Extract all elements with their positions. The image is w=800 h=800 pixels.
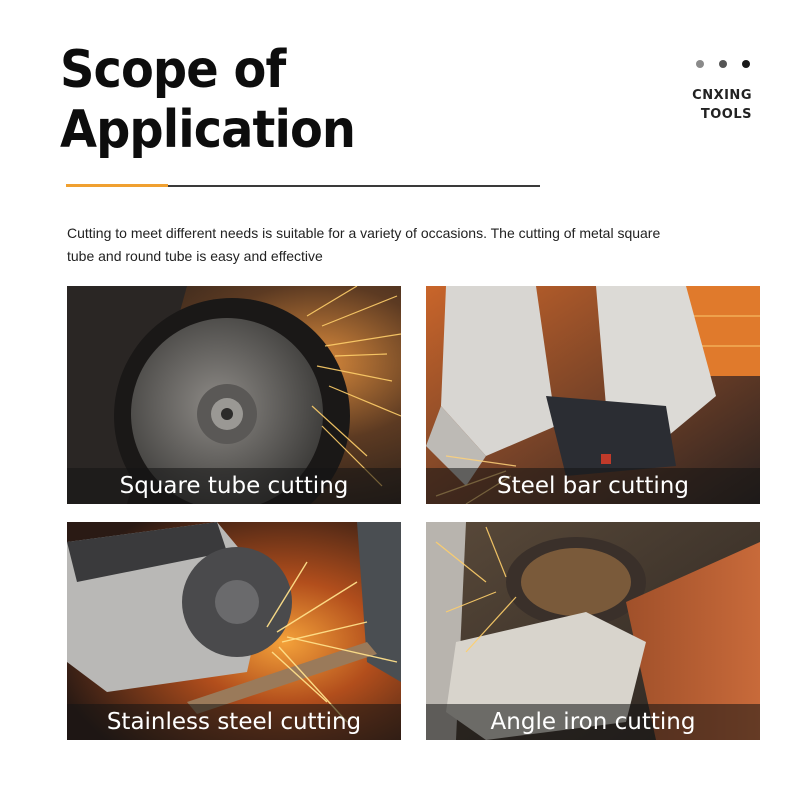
page-title: [60, 40, 355, 160]
card-caption: Stainless steel cutting: [67, 704, 401, 740]
dot-3: [742, 60, 750, 68]
card-caption: Angle iron cutting: [426, 704, 760, 740]
brand-line-2: TOOLS: [700, 107, 752, 122]
dot-2: [719, 60, 727, 68]
decorative-dots: [696, 60, 756, 70]
card-caption: Square tube cutting: [67, 468, 401, 504]
brand-logo: [692, 86, 752, 124]
divider-accent: [66, 184, 168, 187]
title-line-2: Application: [60, 100, 356, 160]
application-card-angle-iron: [426, 522, 760, 740]
application-card-square-tube: [67, 286, 401, 504]
application-card-steel-bar: [426, 286, 760, 504]
description-text: Cutting to meet different needs is suitable for a variety of occasions. The cutting of metal square tube and round tube is easy and effective: [67, 225, 661, 264]
title-line-1: Scope of: [60, 40, 286, 100]
application-card-stainless-steel: [67, 522, 401, 740]
dot-1: [696, 60, 704, 68]
brand-line-1: CNXING: [692, 88, 752, 103]
card-caption: Steel bar cutting: [426, 468, 760, 504]
